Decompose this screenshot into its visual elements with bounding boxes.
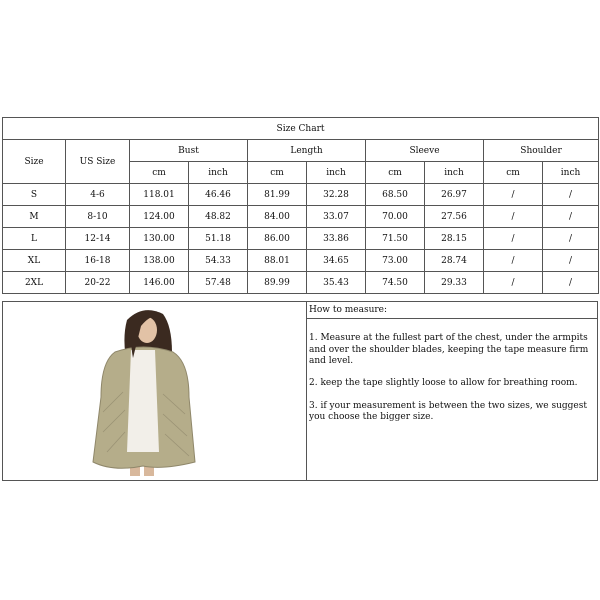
measure-step: 3. if your measurement is between the two sizes, we suggest you choose the bigger size. [309, 401, 587, 423]
unit-inch: inch [307, 162, 366, 184]
header-us-size: US Size [66, 140, 130, 184]
unit-cm: cm [484, 162, 543, 184]
unit-cm: cm [248, 162, 307, 184]
table-cell: 146.00 [130, 272, 189, 294]
unit-cm: cm [130, 162, 189, 184]
table-cell: / [484, 272, 543, 294]
table-cell: XL [3, 250, 66, 272]
table-cell: M [3, 206, 66, 228]
measure-steps [307, 322, 597, 435]
table-cell: 74.50 [366, 272, 425, 294]
table-row [3, 206, 599, 228]
measure-step: 2. keep the tape slightly loose to allow for breathing room. [309, 378, 578, 389]
table-cell: 73.00 [366, 250, 425, 272]
table-cell: 28.15 [425, 228, 484, 250]
table-cell: S [3, 184, 66, 206]
table-cell: / [484, 228, 543, 250]
table-cell: L [3, 228, 66, 250]
table-cell: 28.74 [425, 250, 484, 272]
header-sleeve: Sleeve [366, 140, 484, 162]
table-cell: 88.01 [248, 250, 307, 272]
table-cell: / [543, 250, 599, 272]
table-cell: 46.46 [189, 184, 248, 206]
size-chart-title: Size Chart [3, 118, 599, 140]
unit-inch: inch [543, 162, 599, 184]
table-cell: 130.00 [130, 228, 189, 250]
table-cell: / [543, 272, 599, 294]
table-cell: 89.99 [248, 272, 307, 294]
measure-title: How to measure: [307, 302, 597, 319]
table-cell: 86.00 [248, 228, 307, 250]
table-cell: 4-6 [66, 184, 130, 206]
model-illustration [3, 302, 306, 480]
table-cell: 71.50 [366, 228, 425, 250]
table-cell: 2XL [3, 272, 66, 294]
table-cell: 48.82 [189, 206, 248, 228]
unit-inch: inch [189, 162, 248, 184]
table-row [3, 250, 599, 272]
size-chart-table [2, 117, 599, 294]
header-shoulder: Shoulder [484, 140, 599, 162]
table-cell: 16-18 [66, 250, 130, 272]
table-cell: 84.00 [248, 206, 307, 228]
measure-section [2, 301, 598, 481]
table-cell: 57.48 [189, 272, 248, 294]
unit-inch: inch [425, 162, 484, 184]
table-cell: 32.28 [307, 184, 366, 206]
table-cell: 118.01 [130, 184, 189, 206]
table-cell: 8-10 [66, 206, 130, 228]
table-cell: 138.00 [130, 250, 189, 272]
table-cell: 20-22 [66, 272, 130, 294]
table-cell: 12-14 [66, 228, 130, 250]
table-cell: 81.99 [248, 184, 307, 206]
measure-step: 1. Measure at the fullest part of the chest, under the armpits and over the shoulder blades, keeping the tape measure firm and level. [309, 333, 589, 366]
table-cell: / [543, 228, 599, 250]
table-cell: / [484, 250, 543, 272]
table-cell: / [543, 206, 599, 228]
table-cell: 51.18 [189, 228, 248, 250]
table-cell: 124.00 [130, 206, 189, 228]
table-cell: / [543, 184, 599, 206]
table-cell: 33.86 [307, 228, 366, 250]
table-cell: 29.33 [425, 272, 484, 294]
header-size: Size [3, 140, 66, 184]
unit-cm: cm [366, 162, 425, 184]
header-bust: Bust [130, 140, 248, 162]
table-cell: 34.65 [307, 250, 366, 272]
product-photo [3, 302, 307, 480]
table-cell: 54.33 [189, 250, 248, 272]
table-cell: / [484, 184, 543, 206]
model-dress [127, 350, 159, 452]
table-cell: 27.56 [425, 206, 484, 228]
table-row [3, 272, 599, 294]
table-cell: 68.50 [366, 184, 425, 206]
table-row [3, 184, 599, 206]
table-cell: 33.07 [307, 206, 366, 228]
header-length: Length [248, 140, 366, 162]
table-cell: 26.97 [425, 184, 484, 206]
table-cell: / [484, 206, 543, 228]
table-cell: 35.43 [307, 272, 366, 294]
table-cell: 70.00 [366, 206, 425, 228]
table-row [3, 228, 599, 250]
